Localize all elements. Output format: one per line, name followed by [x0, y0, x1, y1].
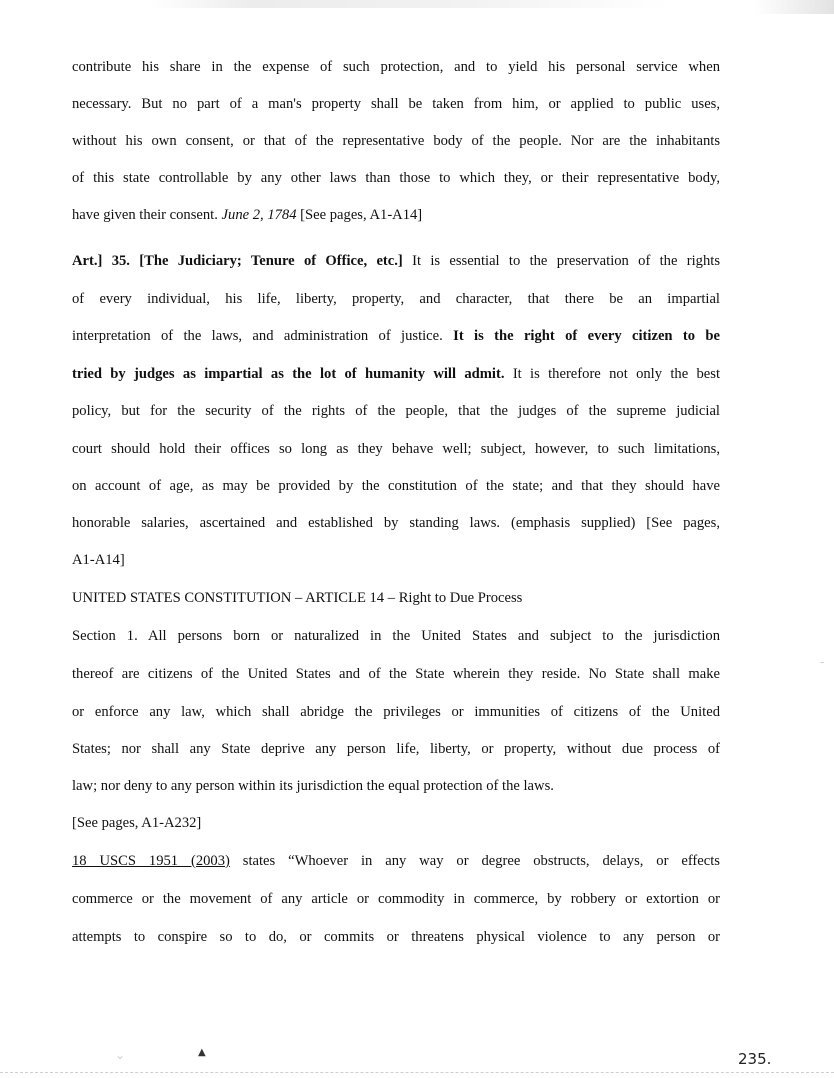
text-line: law; nor deny to any person within its jurisdiction the equal protection of the laws. [72, 778, 554, 794]
article-heading: Art.] 35. [The Judiciary; Tenure of Office, etc.] [72, 253, 403, 269]
text-line: without his own consent, or that of the representative body of the people. Nor are the inhabitants [72, 133, 720, 149]
faint-mark-icon: ⌄ [115, 1048, 126, 1062]
scan-artifact-top [150, 0, 670, 8]
text-line: or enforce any law, which shall abridge the privileges or immunities of citizens of the United [72, 704, 720, 720]
text-line [72, 365, 720, 383]
text-line: States; nor shall any State deprive any person life, liberty, or property, without due process of [72, 741, 720, 757]
faint-mark-icon: - [820, 655, 825, 669]
text-run: It is therefore not only the best [504, 366, 720, 382]
text-line: attempts to conspire so to do, or commits or threatens physical violence to any person or [72, 929, 720, 945]
emphasis-bold: tried by judges as impartial as the lot of humanity will admit. [72, 366, 505, 382]
text-line: commerce or the movement of any article or commodity in commerce, by robbery or extortion or [72, 891, 720, 907]
scan-artifact-bottom [0, 1072, 834, 1074]
text-line [72, 206, 720, 224]
text-line: necessary. But no part of a man's property shall be taken from him, or applied to public uses, [72, 96, 720, 112]
text-line: on account of age, as may be provided by the constitution of the state; and that they should have [72, 478, 720, 494]
text-line: policy, but for the security of the rights of the people, that the judges of the supreme judicial [72, 403, 720, 419]
text-line: Section 1. All persons born or naturalized in the United States and subject to the jurisdiction [72, 628, 720, 644]
text-line: A1-A14] [72, 552, 125, 568]
text-line: honorable salaries, ascertained and established by standing laws. (emphasis supplied) [See pages, [72, 515, 720, 531]
text-line [72, 852, 720, 870]
scan-artifact-corner [754, 0, 834, 14]
text-run: have given their consent. [72, 207, 222, 223]
statute-citation: 18 USCS 1951 (2003) [72, 853, 230, 869]
text-line: thereof are citizens of the United States and of the State wherein they reside. No State shall make [72, 666, 720, 682]
text-line: court should hold their offices so long as they behave well; subject, however, to such limitations, [72, 441, 720, 457]
text-run: [See pages, A1-A14] [296, 207, 423, 223]
page-number: 235. [738, 1050, 772, 1068]
pen-mark-icon: ▲ [198, 1047, 206, 1058]
text-line: of every individual, his life, liberty, property, and character, that there be an impartial [72, 291, 720, 307]
text-line: contribute his share in the expense of such protection, and to yield his personal service when [72, 59, 720, 75]
emphasis-bold: It is the right of every citizen to be [453, 328, 721, 344]
text-line: [See pages, A1-A232] [72, 815, 202, 831]
text-run: interpretation of the laws, and administration of justice. [72, 328, 454, 344]
text-line: of this state controllable by any other laws than those to which they, or their representative body, [72, 170, 720, 186]
article-heading-line [72, 252, 720, 270]
section-heading: UNITED STATES CONSTITUTION – ARTICLE 14 – Right to Due Process [72, 590, 523, 606]
date-italic: June 2, 1784 [221, 207, 297, 223]
text-run: states “Whoever in any way or degree obstructs, delays, or effects [229, 853, 720, 869]
text-run: It is essential to the preservation of the rights [402, 253, 721, 269]
text-line [72, 327, 720, 345]
